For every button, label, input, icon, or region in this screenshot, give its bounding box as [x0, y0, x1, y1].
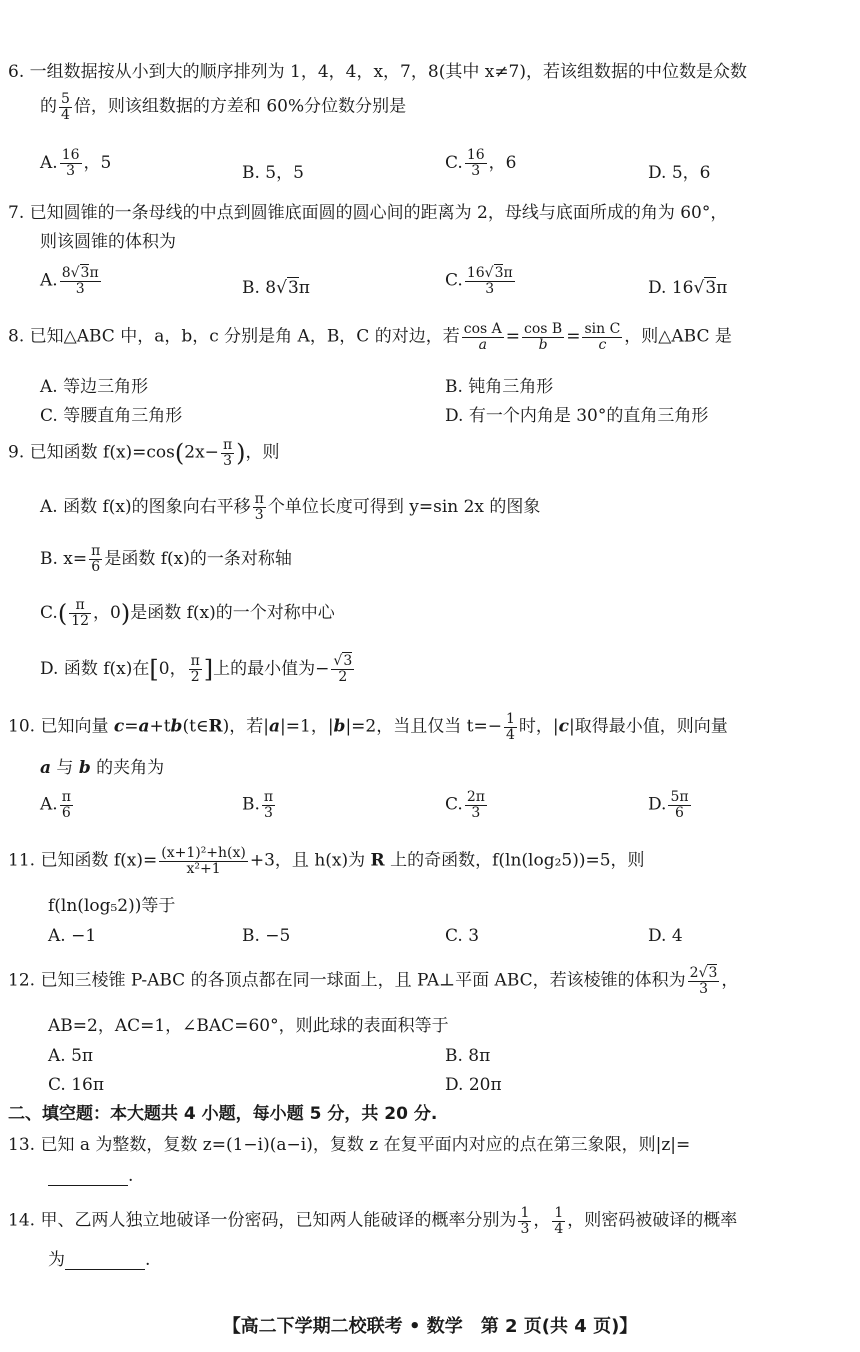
q10-option-a: A. $\frac{\pi}{6}$ [40, 789, 71, 821]
q8-line1: 8. 已知△ABC 中，a，b，c 分别是角 A，B，C 的对边，若 $\frac{\text{cos A}}{a}$ = $\frac{\text{cos B}}{b}$ = $\frac{\text{sin C}}{c}$ ，则△ABC 是 [8, 321, 732, 353]
q10-option-c: C. $\frac{2\pi}{3}$ [445, 789, 485, 821]
q11-option-d: D. 4 [648, 926, 683, 946]
q14-line2: 为 . [48, 1250, 151, 1270]
q9-line1: 9. 已知函数 f(x)=cos(2x− $\frac{\pi}{3}$ )，则 [8, 437, 280, 469]
q11-line1: 11. 已知函数 f(x)= $\frac{\text{(x+1)²+h(x)}}{\text{x²+1}}$ +3，且 h(x)为 R 上的奇函数，f(ln(log₂5))=5，则 [8, 845, 645, 877]
q7-option-c: C. $\frac{16√3\pi}{3}$ [445, 265, 513, 297]
q9-option-d: D. 函数 f(x)在[0， $\frac{\pi}{2}$ ]上的最小值为− $\frac{√3}{2}$ [40, 653, 353, 685]
q8-option-b: B. 钝角三角形 [445, 377, 554, 397]
q6-option-a: A. $\frac{16}{3}$ ，5 [40, 147, 112, 179]
q12-option-d: D. 20π [445, 1075, 502, 1095]
q6-line2: 的 $\frac{5}{4}$ 倍，则该组数据的方差和 60%分位数分别是 [40, 91, 407, 123]
q7-option-d: D. 16√3π [648, 278, 728, 298]
q8-option-a: A. 等边三角形 [40, 377, 149, 397]
q10-line1: 10. 已知向量 c=a+tb(t∈R)，若|a|=1，|b|=2，当且仅当 t=− $\frac{1}{4}$ 时，|c|取得最小值，则向量 [8, 711, 728, 743]
q8-option-d: D. 有一个内角是 30°的直角三角形 [445, 406, 709, 426]
q10-line2: a 与 b 的夹角为 [40, 758, 165, 778]
q12-option-a: A. 5π [48, 1046, 94, 1066]
q12-option-c: C. 16π [48, 1075, 105, 1095]
q7-option-a: A. $\frac{8√3\pi}{3}$ [40, 265, 99, 297]
section-heading: 二、填空题：本大题共 4 小题，每小题 5 分，共 20 分. [8, 1104, 438, 1124]
q9-option-c: C.( $\frac{\pi}{12}$ ，0)是函数 f(x)的一个对称中心 [40, 597, 335, 629]
q9-option-b: B. x= $\frac{\pi}{6}$ 是函数 f(x)的一条对称轴 [40, 543, 292, 575]
q11-option-a: A. −1 [48, 926, 97, 946]
q6-option-c: C. $\frac{16}{3}$ ，6 [445, 147, 517, 179]
q7-line2: 则该圆锥的体积为 [40, 232, 176, 252]
answer-blank [48, 1171, 128, 1186]
answer-blank [65, 1255, 145, 1270]
q6-option-b: B. 5，5 [242, 163, 304, 183]
q10-option-d: D. $\frac{5\pi}{6}$ [648, 789, 689, 821]
q13-line2: . [48, 1166, 133, 1186]
q12-line1: 12. 已知三棱锥 P-ABC 的各顶点都在同一球面上，且 PA⊥平面 ABC，若该棱锥的体积为 $\frac{2√3}{3}$ ， [8, 965, 739, 997]
q7-option-b: B. 8√3π [242, 278, 310, 298]
q8-option-c: C. 等腰直角三角形 [40, 406, 183, 426]
q10-option-b: B. $\frac{\pi}{3}$ [242, 789, 274, 821]
q11-line2: f(ln(log₅2))等于 [48, 896, 176, 916]
q13-line1: 13. 已知 a 为整数，复数 z=(1−i)(a−i)，复数 z 在复平面内对应的点在第三象限，则|z|= [8, 1135, 691, 1155]
page-footer: 【高二下学期二校联考 • 数学 第 2 页(共 4 页)】 [222, 1316, 638, 1337]
q9-option-a: A. 函数 f(x)的图象向右平移 $\frac{\pi}{3}$ 个单位长度可得到 y=sin 2x 的图象 [40, 491, 541, 523]
q11-option-c: C. 3 [445, 926, 480, 946]
q12-option-b: B. 8π [445, 1046, 491, 1066]
q14-line1: 14. 甲、乙两人独立地破译一份密码，已知两人能破译的概率分别为 $\frac{1}{3}$ ， $\frac{1}{4}$ ，则密码被破译的概率 [8, 1205, 738, 1237]
q11-option-b: B. −5 [242, 926, 291, 946]
q7-line1: 7. 已知圆锥的一条母线的中点到圆锥底面圆的圆心间的距离为 2，母线与底面所成的角为 60°， [8, 203, 728, 223]
q6-line1: 6. 一组数据按从小到大的顺序排列为 1，4，4，x，7，8(其中 x≠7)，若该组数据的中位数是众数 [8, 62, 748, 82]
q12-line2: AB=2，AC=1，∠BAC=60°，则此球的表面积等于 [48, 1016, 449, 1036]
q6-option-d: D. 5，6 [648, 163, 711, 183]
fraction: $\frac{5}{4}$ [61, 91, 70, 123]
